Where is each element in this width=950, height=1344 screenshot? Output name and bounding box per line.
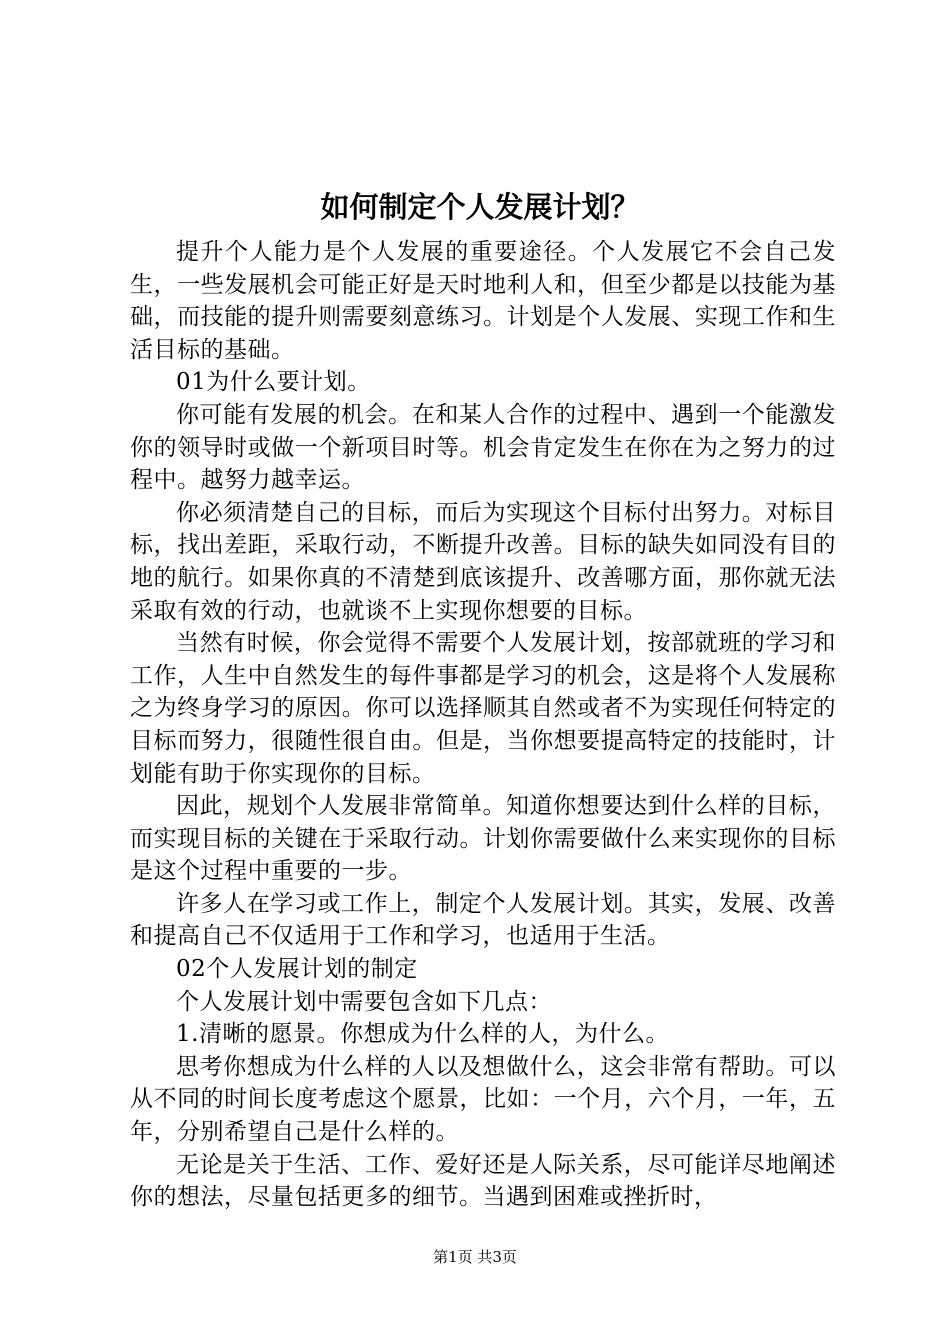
paragraph: 因此，规划个人发展非常简单。知道你想要达到什么样的目标，而实现目标的关键在于采取行动。计划你需要做什么来实现你的目标是这个过程中重要的一步。 [130, 793, 836, 885]
document-body [130, 236, 836, 1214]
paragraph: 你可能有发展的机会。在和某人合作的过程中、遇到一个能激发你的领导时或做一个新项目时等。机会肯定发生在你在为之努力的过程中。越努力越幸运。 [130, 401, 836, 494]
list-item: 1.清晰的愿景。你想成为什么样的人，为什么。 [176, 1021, 669, 1048]
paragraph: 提升个人能力是个人发展的重要途径。个人发展它不会自己发生，一些发展机会可能正好是天时地利人和，但至少都是以技能为基础，而技能的提升则需要刻意练习。计划是个人发展、实现工作和生活目标的基础。 [130, 239, 836, 363]
section-heading: 01为什么要计划。 [176, 369, 371, 396]
paragraph: 当然有时候，你会觉得不需要个人发展计划，按部就班的学习和工作，人生中自然发生的每件事都是学习的机会，这是将个人发展称之为终身学习的原因。你可以选择顺其自然或者不为实现任何特定的目标而努力，很随性很自由。但是，当你想要提高特定的技能时，计划能有助于你实现你的目标。 [130, 630, 836, 787]
paragraph: 无论是关于生活、工作、爱好还是人际关系，尽可能详尽地阐述你的想法，尽量包括更多的细节。当遇到困难或挫折时， [130, 1151, 836, 1211]
section-heading: 02个人发展计划的制定 [176, 956, 418, 983]
page-footer: 第1页 共3页 [433, 1248, 517, 1266]
paragraph: 思考你想成为什么样的人以及想做什么，这会非常有帮助。可以从不同的时间长度考虑这个愿景，比如：一个月，六个月，一年，五年，分别希望自己是什么样的。 [130, 1053, 836, 1146]
paragraph: 个人发展计划中需要包含如下几点： [176, 988, 552, 1015]
paragraph: 你必须清楚自己的目标，而后为实现这个目标付出努力。对标目标，找出差距，采取行动，不断提升改善。目标的缺失如同没有目的地的航行。如果你真的不清楚到底该提升、改善哪方面，那你就无法采取有效的行动，也就谈不上实现你想要的目标。 [130, 499, 836, 624]
page-title: 如何制定个人发展计划？ [320, 190, 640, 224]
paragraph: 许多人在学习或工作上，制定个人发展计划。其实，发展、改善和提高自己不仅适用于工作和学习，也适用于生活。 [130, 890, 836, 950]
